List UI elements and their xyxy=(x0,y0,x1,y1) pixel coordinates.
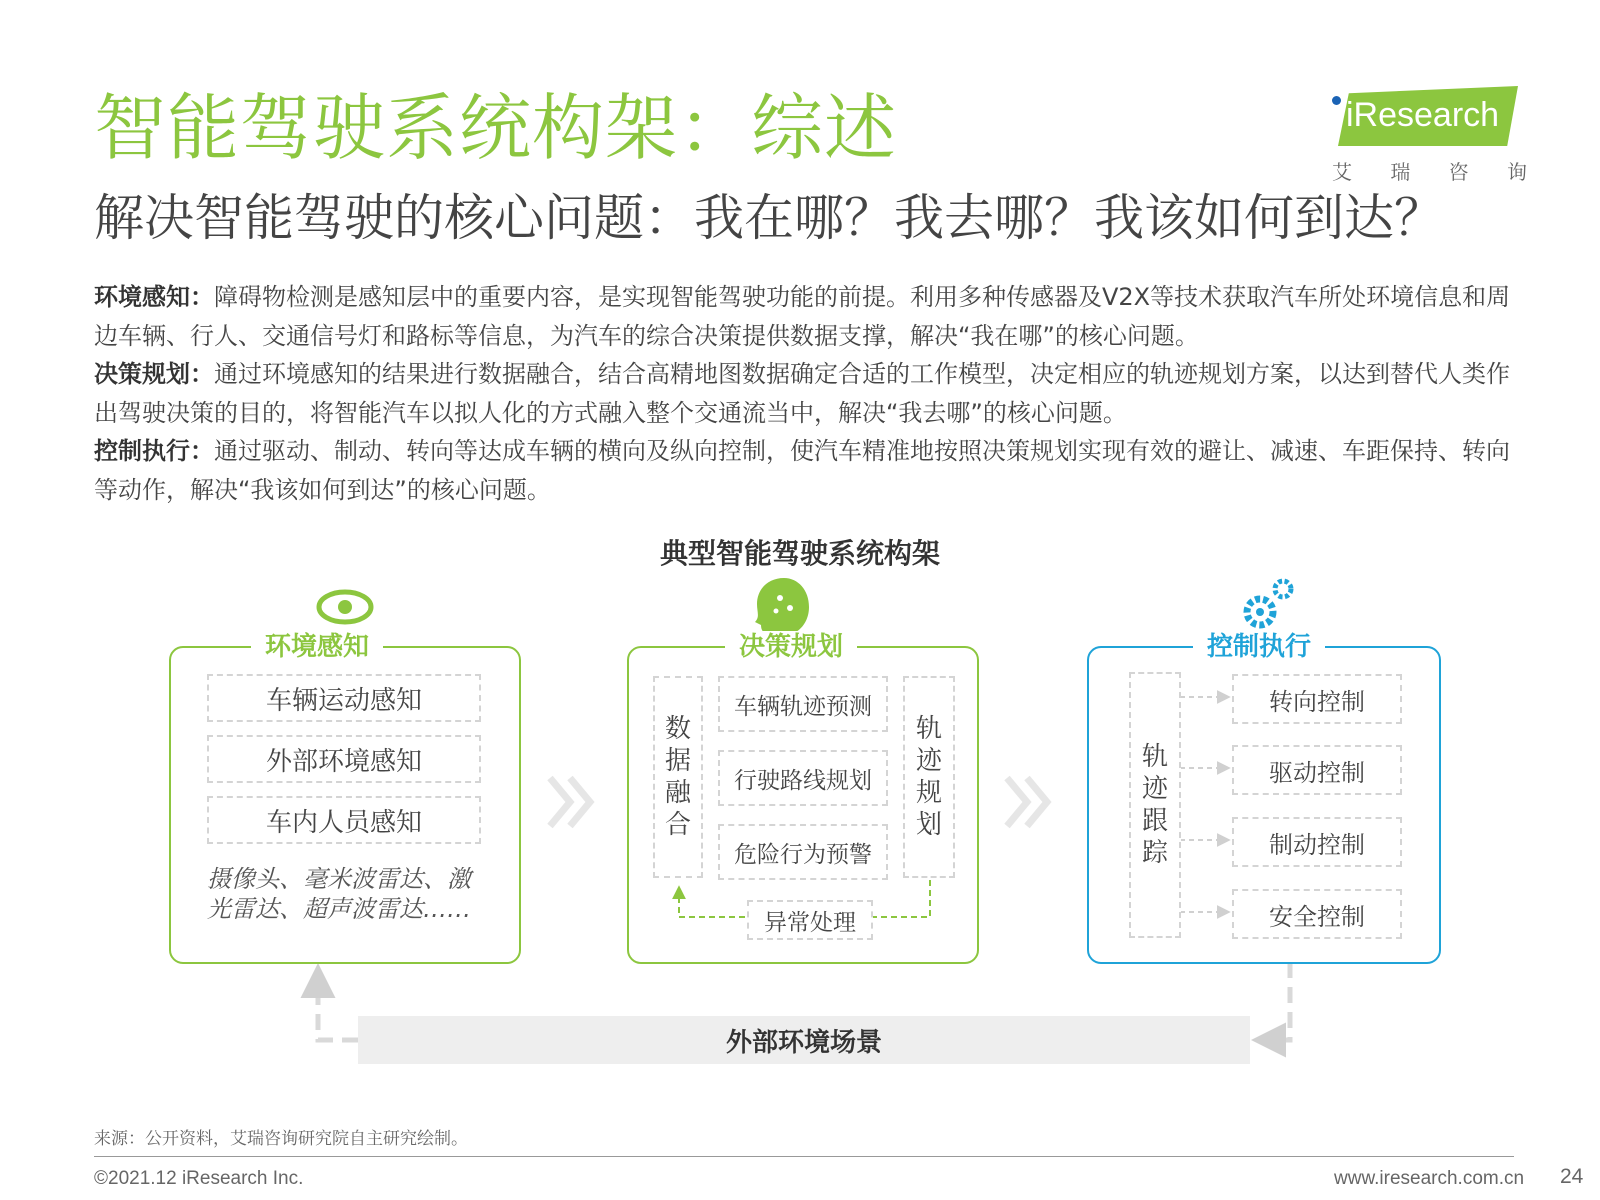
decision-label: 决策规划 xyxy=(725,631,857,663)
perception-label: 环境感知 xyxy=(251,631,383,663)
paragraph-text: 通过驱动、制动、转向等达成车辆的横向及纵向控制，使汽车精准地按照决策规划实现有效的避让、减速、车距保持、转向等动作，解决“我该如何到达”的核心问题。 xyxy=(94,437,1510,504)
page-number: 24 xyxy=(1560,1165,1584,1188)
paragraph-text: 障碍物检测是感知层中的重要内容，是实现智能驾驶功能的前提。利用多种传感器及V2X等技术获取汽车所处环境信息和周边车辆、行人、交通信号灯和路标等信息，为汽车的综合决策提供数据支撑，解决“我在哪”的核心问题。 xyxy=(94,283,1511,350)
control-item: 驱动控制 xyxy=(1232,745,1402,795)
data-fusion-box xyxy=(653,676,703,878)
decision-panel xyxy=(627,632,979,964)
trajectory-planning-box xyxy=(903,676,955,878)
control-panel xyxy=(1087,632,1441,964)
trajectory-tracking-box xyxy=(1129,672,1181,938)
exception-handling-box: 异常处理 xyxy=(747,900,873,940)
logo-char: 询 xyxy=(1506,160,1527,184)
website-url: www.iresearch.com.cn xyxy=(1334,1168,1525,1189)
logo-char: 咨 xyxy=(1448,160,1469,184)
decision-item: 车辆轨迹预测 xyxy=(718,676,888,732)
control-item: 制动控制 xyxy=(1232,817,1402,867)
control-label: 控制执行 xyxy=(1193,631,1325,663)
gears-icon xyxy=(1247,581,1291,625)
chevron-right-icon xyxy=(550,778,590,826)
paragraph-text: 通过环境感知的结果进行数据融合，结合高精地图数据确定合适的工作模型，决定相应的轨迹规划方案，以达到替代人类作出驾驶决策的目的，将智能汽车以拟人化的方式融入整个交通流当中，解决“我去哪”的核心问题。 xyxy=(94,360,1510,427)
external-environment-bar: 外部环境场景 xyxy=(358,1016,1250,1064)
control-item: 转向控制 xyxy=(1232,674,1402,724)
paragraph-label: 环境感知： xyxy=(94,283,214,311)
logo-char: 艾 xyxy=(1332,160,1352,184)
data-fusion-text: 数 据 融 合 xyxy=(664,714,691,840)
footer-divider xyxy=(94,1156,1514,1157)
trajectory-tracking-text: 轨 迹 跟 踪 xyxy=(1141,742,1168,868)
perception-item: 车内人员感知 xyxy=(207,796,481,844)
page-subtitle: 解决智能驾驶的核心问题：我在哪？我去哪？我该如何到达？ xyxy=(94,189,1444,247)
paragraph-label: 决策规划： xyxy=(94,360,214,388)
sensor-list-line1: 摄像头、毫米波雷达、激 xyxy=(207,865,471,893)
decision-item: 危险行为预警 xyxy=(718,824,888,880)
copyright: ©2021.12 iResearch Inc. xyxy=(94,1168,304,1189)
logo-brand-text: iResearch xyxy=(1346,96,1500,134)
logo-char: 瑞 xyxy=(1390,160,1411,184)
source-note: 来源：公开资料，艾瑞咨询研究院自主研究绘制。 xyxy=(94,1129,468,1149)
perception-panel xyxy=(169,632,521,964)
perception-item: 外部环境感知 xyxy=(207,735,481,783)
eye-icon xyxy=(319,592,371,622)
decision-item: 行驶路线规划 xyxy=(718,750,888,806)
perception-item: 车辆运动感知 xyxy=(207,674,481,722)
sensor-list-line2: 光雷达、超声波雷达…… xyxy=(207,895,471,923)
chevron-right-icon xyxy=(1007,778,1047,826)
paragraph-label: 控制执行： xyxy=(94,437,214,465)
control-item: 安全控制 xyxy=(1232,889,1402,939)
trajectory-planning-text: 轨 迹 规 划 xyxy=(915,714,942,840)
page-title: 智能驾驶系统构架：综述 xyxy=(94,86,898,170)
diagram-title: 典型智能驾驶系统构架 xyxy=(659,537,940,570)
